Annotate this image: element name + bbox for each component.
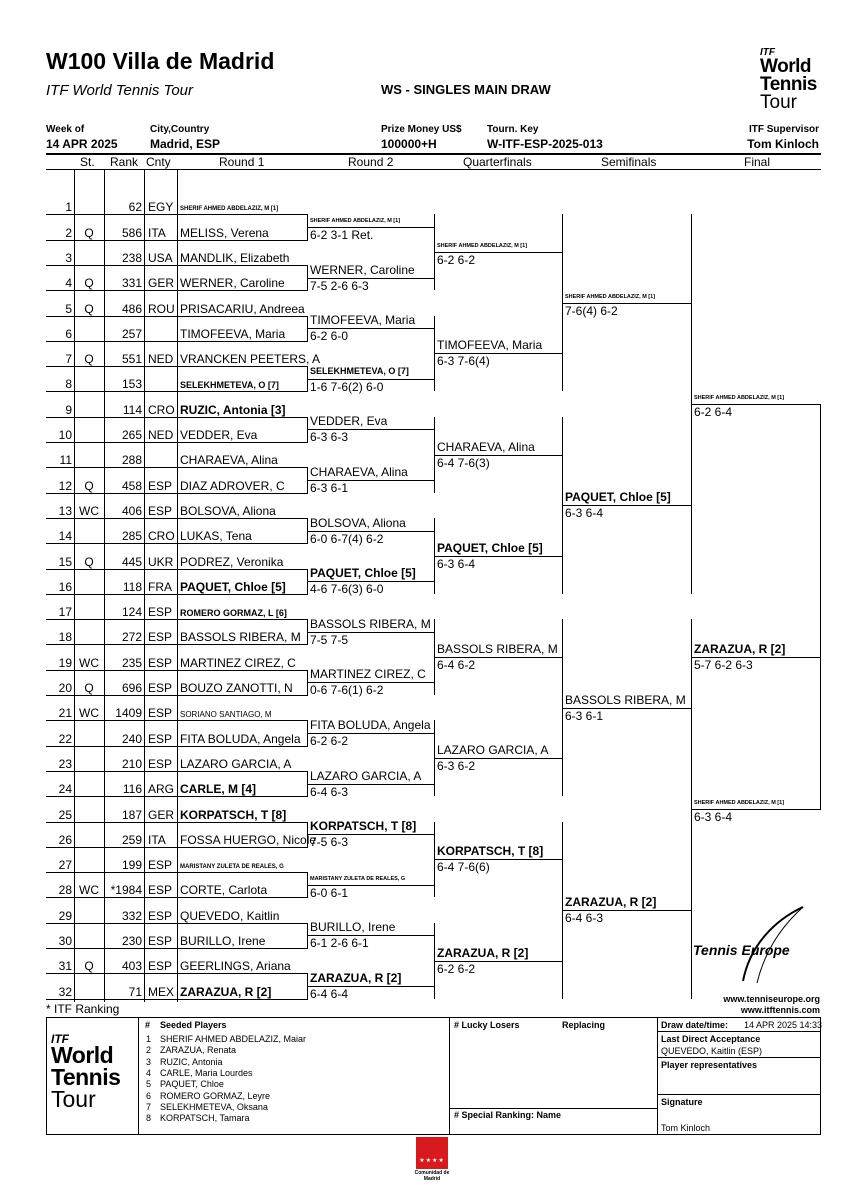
winner-name: SHERIF AHMED ABDELAZIZ, M [1] [437,243,528,250]
player-name: SELEKHMETEVA, O [7] [180,380,279,391]
player-rank: 331 [121,276,142,291]
player-name: VEDDER, Eva [180,428,258,442]
match-score: 6-2 3-1 Ret. [310,227,374,242]
draw-position: 20 [58,681,72,695]
draw-position: 3 [65,250,72,265]
champion-score: 5-7 6-2 6-3 [694,658,753,673]
player-rank: 272 [121,630,142,645]
match-score: 7-5 7-5 [310,632,349,647]
player-country: ESP [148,706,173,721]
player-country: ESP [148,883,173,898]
player-rank: 187 [121,807,142,822]
match-score: 0-6 7-6(1) 6-2 [310,683,384,698]
seed-player-name: SELEKHMETEVA, Oksana [160,1101,268,1112]
draw-position: 19 [58,655,72,670]
player-rank: *1984 [110,883,142,898]
match-score: 6-3 6-4 [437,556,476,571]
table-column-divider [177,169,178,1002]
draw-position: 4 [65,276,72,291]
match-score: 7-5 2-6 6-3 [310,278,369,293]
player-country: ESP [148,858,173,873]
entry-status: Q [84,959,94,974]
player-name: QUEVEDO, Kaitlin [180,908,280,923]
winner-name: PAQUET, Chloe [5] [437,540,543,555]
signature-label: Signature [661,1097,703,1107]
player-country: ESP [148,478,173,493]
player-name: MARTINEZ CIREZ, C [180,655,296,670]
tenniseurope-url: www.tenniseurope.org [723,994,820,1004]
player-name: CHARAEVA, Alina [180,453,278,468]
entry-status: Q [84,276,94,291]
winner-name: PAQUET, Chloe [5] [565,490,671,505]
player-name: KORPATSCH, T [8] [180,807,287,822]
seed-number: 4 [146,1067,152,1078]
match-score: 6-1 2-6 6-1 [310,936,369,951]
player-name: SORIANO SANTIAGO, M [180,710,272,720]
player-name: PAQUET, Chloe [5] [180,579,286,594]
player-country: UKR [148,554,174,569]
player-country: FRA [148,579,172,594]
draw-position: 22 [58,731,72,746]
player-rank: 288 [121,453,142,468]
seed-player-name: ZARAZUA, Renata [160,1045,237,1056]
entry-status: Q [84,352,94,367]
player-rank: 116 [122,782,142,797]
player-name: CORTE, Carlota [180,883,268,898]
match-score: 6-4 6-3 [310,784,349,799]
winner-name: MARISTANY ZULETA DE REALES, G [310,875,406,882]
player-rank: 118 [122,579,142,594]
winner-name: CHARAEVA, Alina [310,464,408,479]
draw-position: 29 [58,908,72,923]
match-score: 6-3 6-4 [694,809,733,824]
col-header-rank: Rank [110,155,139,169]
draw-position: 26 [58,832,72,847]
player-rank: 240 [121,731,142,746]
draw-position: 8 [65,377,72,392]
player-country: ESP [148,731,173,746]
draw-position: 10 [58,428,72,442]
match-score: 6-3 7-6(4) [437,354,490,369]
final-connector [820,404,821,809]
player-rank: 62 [128,200,142,215]
comunidad-madrid-flag-icon: ★★★★ [416,1137,448,1169]
player-country: ESP [148,959,173,974]
col-header-quarterfinals: Quarterfinals [463,155,532,169]
player-country: ESP [148,630,173,645]
player-name: VRANCKEN PEETERS, A [180,352,321,367]
match-score: 6-0 6-1 [310,885,349,900]
player-rank: 265 [121,428,142,442]
draw-position: 30 [58,934,72,948]
draw-position: 16 [58,579,72,594]
winner-name: SHERIF AHMED ABDELAZIZ, M [1] [310,217,401,224]
player-rank: 71 [128,984,142,999]
player-name: WERNER, Caroline [180,276,285,291]
player-name: MANDLIK, Elizabeth [180,250,290,265]
player-name: BURILLO, Irene [180,934,266,948]
entry-status: Q [84,554,94,569]
seed-player-name: CARLE, Maria Lourdes [160,1067,253,1078]
prize-label: Prize Money US$ [381,124,462,135]
player-country: ESP [148,934,173,948]
player-name: MELISS, Verena [180,225,269,240]
draw-position: 5 [65,301,72,316]
match-score: 6-4 6-2 [437,658,476,673]
draw-position: 6 [65,326,72,341]
winner-name: SELEKHMETEVA, O [7] [310,365,409,376]
winner-name: SHERIF AHMED ABDELAZIZ, M [1] [694,395,785,402]
entry-status: WC [79,655,99,670]
match-score: 6-3 6-3 [310,430,349,445]
winner-name: BASSOLS RIBERA, M [437,642,558,657]
player-country: ESP [148,503,173,518]
winner-name: PAQUET, Chloe [5] [310,566,416,581]
draw-position: 23 [58,756,72,771]
player-rank: 458 [121,478,142,493]
player-rank: 285 [121,529,142,544]
seed-number: 1 [146,1034,152,1044]
col-header-round2: Round 2 [348,155,394,169]
col-header-country: Cnty [146,155,171,169]
seed-number: 8 [146,1113,152,1124]
col-header-round1: Round 1 [219,155,265,169]
supervisor-value: Tom Kinloch [747,137,819,151]
match-score: 6-4 6-4 [310,986,349,1001]
player-name: GEERLINGS, Ariana [180,959,291,974]
table-column-divider [144,169,145,1002]
player-country: NED [148,428,174,442]
player-country: ESP [148,681,173,695]
draw-position: 9 [65,402,72,417]
player-name: LUKAS, Tena [180,529,252,544]
winner-name: TIMOFEEVA, Maria [437,338,543,353]
header-rule-bottom [46,169,821,170]
player-name: CARLE, M [4] [180,782,256,797]
winner-name: SHERIF AHMED ABDELAZIZ, M [1] [565,293,656,300]
tourn-key-label: Tourn. Key [487,124,539,135]
week-value: 14 APR 2025 [46,137,118,151]
match-score: 6-2 6-2 [437,961,476,976]
draw-position: 2 [65,225,72,240]
draw-position: 12 [58,478,72,493]
itf-ranking-note: * ITF Ranking [46,1002,120,1016]
itf-world-tennis-tour-logo: ITF World Tennis Tour [760,47,817,113]
player-name: ZARAZUA, R [2] [180,984,272,999]
player-country: ESP [148,908,173,923]
draw-position: 21 [58,706,72,721]
tourn-key-value: W-ITF-ESP-2025-013 [487,137,603,151]
winner-name: VEDDER, Eva [310,414,388,429]
player-name: DIAZ ADROVER, C [180,478,285,493]
player-rank: 199 [121,858,142,873]
supervisor-label: ITF Supervisor [748,124,819,135]
player-country: ESP [148,605,173,620]
seed-number: 7 [146,1101,152,1112]
col-header-status: St. [80,155,95,169]
player-rank: 586 [121,225,142,240]
player-rank: 403 [121,959,142,974]
player-country: ARG [148,782,175,797]
lda-value: QUEVEDO, Kaitlin (ESP) [661,1046,763,1056]
seed-player-name: ROMERO GORMAZ, Leyre [160,1090,271,1101]
lda-label: Last Direct Acceptance [661,1034,761,1044]
player-rank: 235 [121,655,142,670]
tournament-title: W100 Villa de Madrid [46,48,275,74]
player-rank: 406 [121,503,142,518]
player-country: CRO [148,402,175,417]
match-score: 1-6 7-6(2) 6-0 [310,379,384,394]
entry-status: WC [79,503,99,518]
player-name: MARISTANY ZULETA DE REALES, G [180,864,284,871]
player-name: LAZARO GARCIA, A [180,756,292,771]
entry-status: Q [84,681,94,695]
player-rank: 210 [121,756,142,771]
winner-name: SHERIF AHMED ABDELAZIZ, M [1] [694,799,785,806]
itftennis-url: www.itftennis.com [740,1005,820,1015]
player-country: EGY [148,200,174,215]
seed-number: 2 [146,1045,152,1056]
winner-name: ZARAZUA, R [2] [310,970,402,985]
player-name: RUZIC, Antonia [3] [180,402,286,417]
winner-name: BOLSOVA, Aliona [310,515,406,530]
winner-name: LAZARO GARCIA, A [437,743,549,758]
winner-name: BURILLO, Irene [310,920,396,935]
draw-position: 27 [58,858,72,873]
lucky-losers-label: Lucky Losers [461,1020,520,1030]
match-score: 6-3 6-4 [565,506,604,521]
seed-player-name: SHERIF AHMED ABDELAZIZ, Maiar [160,1034,307,1044]
match-score: 6-2 6-2 [437,253,476,268]
player-rank: 1409 [115,706,142,721]
player-rank: 696 [121,681,142,695]
draw-position: 25 [58,807,72,822]
player-country: CRO [148,529,175,544]
player-country: ITA [148,832,166,847]
match-score: 6-3 6-1 [310,480,349,495]
col-header-semifinals: Semifinals [601,155,657,169]
draw-position: 31 [58,959,72,974]
draw-position: 24 [58,782,72,797]
champion-name: ZARAZUA, R [2] [694,642,786,657]
winner-name: BASSOLS RIBERA, M [565,692,686,707]
draw-position: 15 [58,554,72,569]
player-rank: 551 [121,352,142,367]
player-country: ESP [148,756,173,771]
replacing-label: Replacing [562,1020,606,1030]
player-reps-label: Player representatives [661,1060,758,1070]
draw-position: 28 [58,883,72,898]
player-rank: 153 [121,377,142,392]
draw-datetime-label: Draw date/time: [661,1020,729,1030]
draw-position: 11 [59,453,72,468]
draw-datetime-value: 14 APR 2025 14:33 [744,1020,823,1030]
player-country: MEX [148,984,175,999]
seed-number: 3 [146,1056,152,1067]
city-value: Madrid, ESP [150,137,221,151]
draw-position: 32 [58,984,72,999]
winner-name: MARTINEZ CIREZ, C [310,667,426,682]
player-name: PODREZ, Veronika [180,554,284,569]
winner-name: KORPATSCH, T [8] [310,819,417,834]
player-country: GER [148,276,175,291]
week-label: Week of [46,124,85,135]
comunidad-madrid-label: Comunidad de Madrid [414,1170,450,1182]
winner-name: BASSOLS RIBERA, M [310,616,431,631]
tennis-europe-swoosh-icon [735,905,805,985]
draw-position: 7 [65,352,72,367]
winner-name: WERNER, Caroline [310,262,415,277]
entry-status: WC [79,706,99,721]
player-rank: 114 [122,402,142,417]
signature-value: Tom Kinloch [661,1123,711,1133]
entry-status: Q [84,301,94,316]
match-score: 6-3 6-2 [437,759,476,774]
winner-name: ZARAZUA, R [2] [565,895,657,910]
entry-status: Q [84,225,94,240]
draw-position: 17 [58,605,72,620]
seed-player-name: KORPATSCH, Tamara [160,1113,250,1124]
player-country: NED [148,352,174,367]
draw-type: WS - SINGLES MAIN DRAW [381,82,551,97]
player-name: BASSOLS RIBERA, M [180,630,301,645]
player-rank: 332 [121,908,142,923]
footer-info-box: ITF World Tennis Tour # Seeded Players 1 SHERIF AHMED ABDELAZIZ, Maiar 2 ZARAZUA, Renata 3 RUZIC, Antonia 4 CARLE, Maria Lourdes 5 PAQUET, Chloe 6 ROMERO GORMAZ, Leyre 7 SELEKHMETEVA, Oksana 8 KORPATSCH, Tamara # Lucky Losers Replacing # Special Ranking: Name Draw date/time: 14 APR 2025 14:33 Last Direct Acceptance QUEVEDO, Kaitlin (ESP) Player representatives Signature Tom Kinloch [46,1017,821,1135]
col-header-final: Final [744,155,771,169]
match-score: 6-2 6-4 [694,405,733,420]
entry-status: WC [79,883,99,898]
player-country: USA [148,250,173,265]
player-rank: 124 [121,605,142,620]
winner-name: FITA BOLUDA, Angela [310,717,431,732]
player-rank: 259 [121,832,142,847]
winner-name: LAZARO GARCIA, A [310,768,422,783]
player-country: ROU [148,301,175,316]
entry-status: Q [84,478,94,493]
seeded-players-label: Seeded Players [160,1020,227,1030]
match-score: 4-6 7-6(3) 6-0 [310,582,384,597]
seed-player-name: RUZIC, Antonia [160,1056,223,1067]
draw-position: 14 [58,529,72,544]
match-score: 7-5 6-3 [310,835,349,850]
winner-name: TIMOFEEVA, Maria [310,313,416,328]
player-name: BOUZO ZANOTTI, N [180,681,293,695]
player-rank: 445 [121,554,142,569]
seed-player-name: PAQUET, Chloe [160,1079,224,1090]
prize-value: 100000+H [381,137,437,151]
player-country: ITA [148,225,166,240]
match-score: 6-2 6-0 [310,329,349,344]
player-name: PRISACARIU, Andreea [180,301,305,316]
tennis-europe-logo: Tennis Europe [693,942,790,958]
draw-position: 1 [65,200,72,215]
match-score: 6-2 6-2 [310,733,349,748]
tour-subtitle: ITF World Tennis Tour [46,82,194,99]
match-score: 6-4 7-6(3) [437,455,490,470]
player-name: TIMOFEEVA, Maria [180,326,286,341]
winner-name: ZARAZUA, R [2] [437,945,529,960]
winner-name: CHARAEVA, Alina [437,439,535,454]
draw-position: 18 [58,630,72,645]
player-rank: 257 [121,326,142,341]
draw-position: 13 [58,503,72,518]
player-rank: 238 [121,250,142,265]
player-name: FITA BOLUDA, Angela [180,731,301,746]
winner-name: KORPATSCH, T [8] [437,844,544,859]
match-score: 6-0 6-7(4) 6-2 [310,531,384,546]
player-name: SHERIF AHMED ABDELAZIZ, M [1] [180,206,279,213]
city-label: City,Country [150,124,210,135]
player-name: FOSSA HUERGO, Nicole [180,832,317,847]
player-name: ROMERO GORMAZ, L [6] [180,608,287,619]
footer-itf-logo: ITF World Tennis Tour [51,1032,121,1113]
seed-number: 6 [146,1090,152,1101]
match-score: 6-4 7-6(6) [437,860,490,875]
match-score: 6-3 6-1 [565,708,604,723]
player-country: GER [148,807,175,822]
match-score: 7-6(4) 6-2 [565,303,618,318]
seed-number: 5 [146,1079,152,1090]
player-name: BOLSOVA, Aliona [180,503,276,518]
match-score: 6-4 6-3 [565,911,604,926]
player-rank: 230 [121,934,142,948]
special-ranking-label: Special Ranking: Name [461,1110,562,1120]
player-rank: 486 [121,301,142,316]
player-country: ESP [148,655,173,670]
